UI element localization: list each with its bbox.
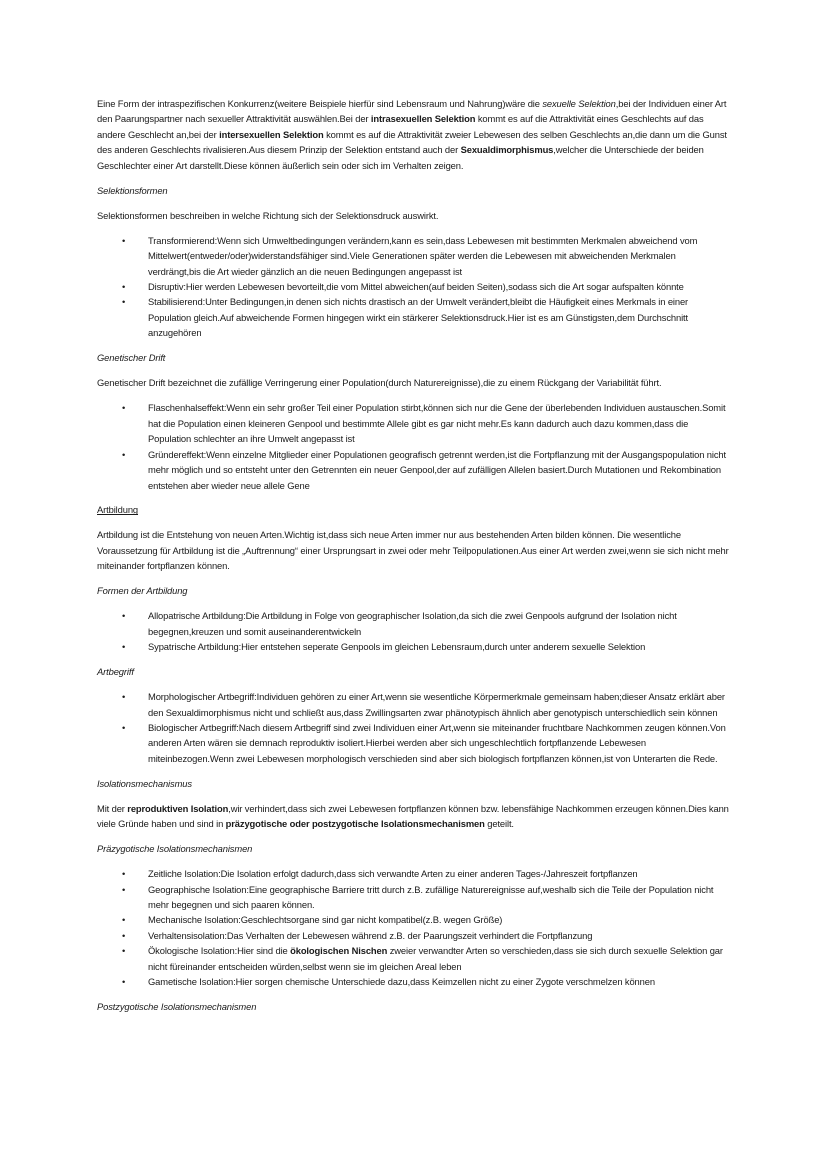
list-item (97, 866, 729, 881)
bullet-list (97, 866, 729, 990)
list-item (97, 400, 729, 446)
text-run: Ökologische Isolation:Hier sind die (148, 945, 291, 957)
text-run: Sypatrische Artbildung:Hier entstehen seperate Genpools im gleichen Lebensraum,durch unter anderem sexuelle Selektion (148, 641, 646, 653)
list-item (97, 974, 729, 989)
text-run: geteilt. (484, 818, 514, 830)
text-run: Mit der (97, 802, 128, 814)
bullet-icon: • (122, 721, 126, 733)
bullet-list (97, 689, 729, 766)
text-run: Zeitliche Isolation:Die Isolation erfolgt dadurch,dass sich verwandte Arten zu einer anderen Tages-/Jahreszeit fortpflanzen (148, 868, 638, 880)
text-run: Morphologischer Artbegriff:Individuen gehören zu einer Art,wenn sie wesentliche Körpermerkmale gemeinsam haben;dieser Ansatz erklärt aber den Sexualdimorphismus nicht und schließt aus,dass Zwillingsarten zwar phänotypisch ähnlich aber genotypisch unterschiedlich sein können (148, 691, 725, 718)
bullet-icon: • (122, 296, 126, 308)
list-item (97, 608, 729, 639)
list-item (97, 912, 729, 927)
text-run: ,welcher die Unterschiede der beiden Geschlechter einer Art darstellt.Diese können äußerlich sein oder sich im Verhalten zeigen. (97, 144, 704, 171)
section-heading: Isolationsmechanismus (97, 777, 192, 789)
bullet-icon: • (122, 914, 126, 926)
paragraph (97, 801, 729, 832)
bullet-list (97, 400, 729, 493)
text-run: Selektionsformen beschreiben in welche Richtung sich der Selektionsdruck auswirkt. (97, 209, 439, 221)
paragraph (97, 208, 729, 223)
bold-term: intrasexuellen Selektion (370, 113, 476, 125)
text-run: kommt es auf die Attraktivität eines Geschlechts auf das andere Geschlecht an,bei der (97, 113, 704, 140)
text-run: ,bei der Individuen einer Art den Paarungspartner nach sexueller Attraktivität auswählen.Bei der (97, 98, 727, 125)
text-run: zweier verwandter Arten so verschieden,dass sie sich durch sexuelle Selektion gar nicht füreinander entscheiden würden,selbst wenn sie im gleichen Areal leben (148, 945, 723, 972)
text-run: ,wir verhindert,dass sich zwei Lebewesen fortpflanzen können bzw. lebensfähige Nachkommen erzeugen können.Dies kann viele Gründe haben und sind in (97, 802, 729, 830)
section-heading: Genetischer Drift (97, 352, 166, 364)
bullet-icon: • (122, 691, 126, 703)
list-item (97, 233, 729, 279)
list-item (97, 943, 729, 974)
bold-term: intersexuellen Selektion (219, 128, 324, 140)
text-run: Eine Form der intraspezifischen Konkurrenz(weitere Beispiele hierfür sind Lebensraum und Nahrung)wäre die (97, 98, 543, 109)
document-page (97, 96, 729, 1024)
bold-term: reproduktiven Isolation (127, 802, 229, 814)
text-run: Verhaltensisolation:Das Verhalten der Lebewesen während z.B. der Paarungszeit verhindert die Fortpflanzung (148, 929, 593, 941)
bullet-icon: • (122, 448, 126, 460)
bullet-list (97, 608, 729, 654)
list-item (97, 689, 729, 720)
bullet-list (97, 233, 729, 341)
paragraph (97, 375, 729, 390)
list-item (97, 720, 729, 766)
bullet-icon: • (122, 234, 126, 246)
text-run: Allopatrische Artbildung:Die Artbildung in Folge von geographischer Isolation,da sich die zwei Genpools aufgrund der Isolation nicht begegnen,kreuzen und somit auseinanderentwickeln (148, 610, 677, 637)
paragraph (97, 527, 729, 573)
bullet-icon: • (122, 402, 126, 414)
bullet-icon: • (122, 641, 126, 653)
text-run: kommt es auf die Attraktivität zweier Lebewesen des selben Geschlechts an,die dann um die Gunst des anderen Geschlechts rivalisieren.Aus diesem Prinzip der Selektion entstand auch der (97, 128, 727, 156)
section-heading: Formen der Artbildung (97, 585, 188, 597)
list-item (97, 279, 729, 294)
section-heading: Selektionsformen (97, 184, 168, 196)
list-item (97, 928, 729, 943)
bold-term: präzygotische oder postzygotische Isolationsmechanismen (225, 818, 485, 830)
bullet-icon: • (122, 883, 126, 895)
bold-term: ökologischen Nischen (290, 945, 388, 957)
text-run: Biologischer Artbegriff:Nach diesem Artbegriff sind zwei Individuen einer Art,wenn sie miteinander fruchtbare Nachkommen zeugen können.Von anderen Arten wären sie demnach reproduktiv isoliert.Hierbei werden aber sich ungeschlechtlich fortpflanzende Lebewesen miteinbezogen.Wenn zwei Lebewesen morphologisch verschieden sind aber sich biologisch fortpflanzen können,ist von Unterarten die Rede. (148, 721, 726, 764)
section-heading: Artbildung (97, 504, 139, 516)
text-run: Stabilisierend:Unter Bedingungen,in denen sich nichts drastisch an der Umwelt verändert,bleibt die Häufigkeit eines Merkmals in einer Population gleich.Auf abweichende Formen hingegen wirkt ein stärkerer Selektionsdruck.Hier ist es am Günstigsten,dem Durchschnitt anzugehören (148, 296, 689, 339)
bullet-icon: • (122, 945, 126, 957)
bold-term: Sexualdimorphismus (460, 144, 554, 156)
text-run: Transformierend:Wenn sich Umweltbedingungen verändern,kann es sein,dass Lebewesen mit bestimmten Merkmalen abweichend vom Mittelwert(entweder/oder)widerstandsfähiger sind.Viele Generationen später werden die Lebewesen mit abweichenden Merkmalen verdrängt,bis die Art wieder gänzlich an die neuen Bedingungen angepasst ist (148, 234, 698, 277)
bullet-icon: • (122, 610, 126, 622)
list-item (97, 882, 729, 913)
text-run: Geographische Isolation:Eine geographische Barriere tritt durch z.B. zufällige Naturereignisse auf,weshalb sich die Teile der Population nicht mehr begegnen und sich paaren können. (148, 883, 714, 911)
list-item (97, 447, 729, 493)
section-heading: Präzygotische Isolationsmechanismen (97, 843, 253, 855)
bullet-icon: • (122, 976, 126, 988)
bullet-icon: • (122, 868, 126, 880)
bullet-icon: • (122, 929, 126, 941)
bullet-icon: • (122, 281, 126, 293)
section-heading: Postzygotische Isolationsmechanismen (97, 1001, 257, 1013)
text-run: Gründereffekt:Wenn einzelne Mitglieder einer Populationen geografisch getrennt werden,ist die Fortpflanzung mit der Ausgangspopulation nicht mehr möglich und so entsteht unter den Getrennten ein neuer Genpool,der auf zufälligen Allelen basiert.Durch Mutationen und Rekombination entstehen aber wieder neue allele Gene (148, 448, 727, 491)
text-run: Mechanische Isolation:Geschlechtsorgane sind gar nicht kompatibel(z.B. wegen Größe) (148, 914, 503, 926)
italic-term: sexuelle Selektion (542, 98, 616, 109)
list-item (97, 294, 729, 340)
text-run: Disruptiv:Hier werden Lebewesen bevorteilt,die vom Mittel abweichen(auf beiden Seiten),sodass sich die Art sogar aufspalten könnte (148, 281, 684, 293)
paragraph (97, 96, 729, 173)
text-run: Artbildung ist die Entstehung von neuen Arten.Wichtig ist,dass sich neue Arten immer nur aus bestehenden Arten bilden können. Die wesentliche Voraussetzung für Artbildung ist die „Auftrennung“ einer Ursprungsart in zwei oder mehr Teilpopulationen.Aus einer Art werden zwei,wenn sie sich nicht mehr miteinander fortpflanzen können. (97, 529, 729, 572)
text-run: Genetischer Drift bezeichnet die zufällige Verringerung einer Population(durch Naturereignisse),die zu einem Rückgang der Variabilität führt. (97, 377, 662, 389)
text-run: Gametische Isolation:Hier sorgen chemische Unterschiede dazu,dass Keimzellen nicht zu einer Zygote verschmelzen können (148, 976, 655, 988)
section-heading: Artbegriff (97, 666, 134, 678)
list-item (97, 639, 729, 654)
text-run: Flaschenhalseffekt:Wenn ein sehr großer Teil einer Population stirbt,können sich nur die Gene der überlebenden Individuen austauschen.Somit hat die Population einen kleineren Genpool und bestimmte Allele gibt es gar nicht mehr.Es kann dadurch auch dazu kommen,dass die Population schlechter an ihre Umwelt angepasst ist (148, 402, 726, 445)
